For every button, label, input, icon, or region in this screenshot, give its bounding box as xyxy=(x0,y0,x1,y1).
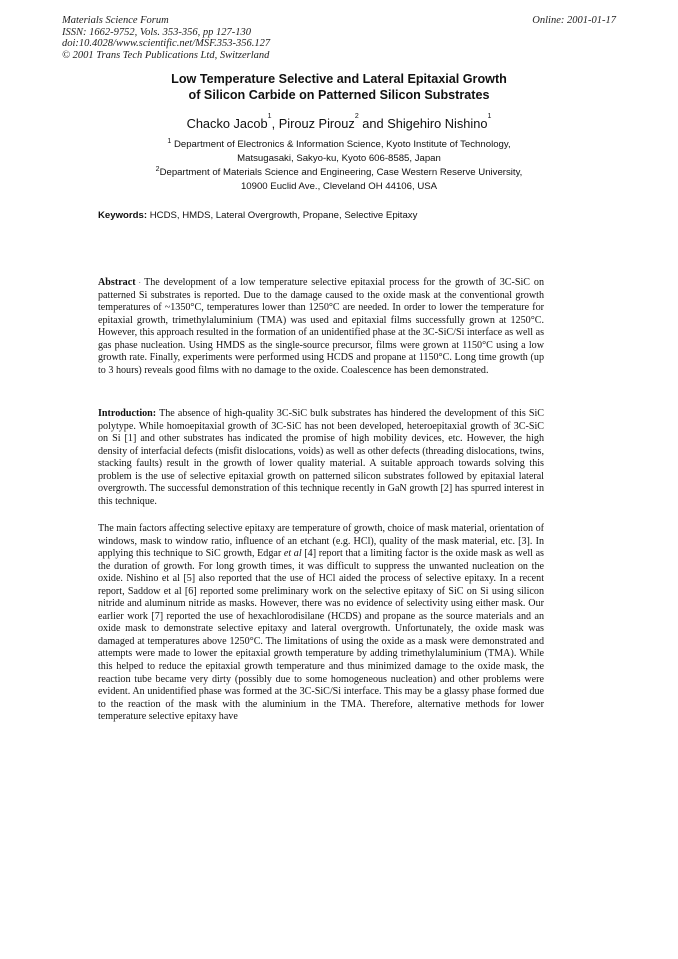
author-affil-mark: 1 xyxy=(267,113,272,120)
author-affil-mark: 2 xyxy=(354,113,359,120)
author-name: Shigehiro Nishino xyxy=(387,116,488,131)
affiliation-line: Department of Materials Science and Engineering, Case Western Reserve University, xyxy=(159,167,523,178)
introduction-label: Introduction: xyxy=(98,408,157,419)
title-line-2: of Silicon Carbide on Patterned Silicon Substrates xyxy=(188,88,490,102)
publication-info xyxy=(62,15,362,61)
author-separator: and xyxy=(358,116,388,131)
paragraph-text: [4] report that a limiting factor is the oxide mask as well as the duration of growth. For long growth times, it was difficult to suppress the unwanted nucleation on the oxide. Nishino et al [5] also reported that the use of HCl aided the process of selective epitaxy. In a recent report, Saddow et al [6] reported some preliminary work on the selective epitaxy of SiC on Si using silicon nitride and aluminum nitride as masks. However, there was no evidence of selectivity using either mask. Our earlier work [7] reported the use of hexachlorodisilane (HCDS) and propane as the source materials and an oxide mask to demonstrate selective epitaxy and lateral overgrowth. Unfortunately, the oxide mask was damaged at temperatures above 1250°C. The limitations of using the oxide as a mask were demonstrated and attempts were made to lower the epitaxial growth temperature by adding trimethylaluminium (TMA). While this helped to reduce the epitaxial growth temperature and thus minimized damage to the oxide mask, the reaction tube became very dirty (possibly due to some homogeneous nucleation) and other problems were evident. An unidentified phase was formed at the 3C-SiC/Si interface. This may be a glassy phase formed due to the reaction of the mask with the aluminium in the TMA. Therefore, alternative methods for lower temperature selective epitaxy have xyxy=(98,548,544,723)
author-name: Chacko Jacob xyxy=(186,116,268,131)
issn-line: ISSN: 1662-9752, Vols. 353-356, pp 127-130 xyxy=(62,26,251,38)
online-date: Online: 2001-01-17 xyxy=(532,15,616,26)
author-name: Pirouz Pirouz xyxy=(278,116,355,131)
paragraph-text: The main factors affecting selective epitaxy are temperature of growth, choice of mask material, orientation of windows, mask to window ratio, influence of an etchant (e.g. HCl), quality of the mask material, etc. [3]. In applying this technique to SiC growth, Edgar xyxy=(98,523,544,560)
affiliation-line: 10900 Euclid Ave., Cleveland OH 44106, USA xyxy=(240,180,438,192)
author-affil-mark: 1 xyxy=(487,113,492,120)
author-separator: , xyxy=(271,116,279,131)
affiliation-mark: 2 xyxy=(155,166,160,173)
body-paragraph xyxy=(98,523,544,724)
affiliation-2 xyxy=(60,166,618,193)
abstract-text: The development of a low temperature selective epitaxial process for the growth of 3C-SiC on patterned Si substrates is reported. Due to the damage caused to the oxide mask at the conventional growth temperatures of ~1350°C, temperatures lower than 1250°C are needed. In order to lower the temperature for epitaxial growth, trimethylaluminium (TMA) was used and epitaxial films successfully grown at 1250°C. However, this approach resulted in the formation of an unidentified phase at the 3C-SiC/Si interface as well as gas phase nucleation. Using HMDS as the single-source precursor, films were grown at 1150°C using a low growth rate. Finally, experiments were performed using HCDS and propane at 1150°C. Long time growth (up to 3 hours) reveals good films with no damage to the oxide. Coalescence has been demonstrated. xyxy=(98,277,544,376)
keywords xyxy=(98,210,578,221)
journal-name: Materials Science Forum xyxy=(62,15,169,26)
introduction-text: The absence of high-quality 3C-SiC bulk substrates has hindered the development of this SiC polytype. While homoepitaxial growth of 3C-SiC has not been developed, heteroepitaxial growth of 3C-SiC on Si [1] and other substrates has indicated the promise of high mobility devices, etc. However, the high density of interfacial defects (misfit dislocations, voids) as well as other defects (threading dislocations, twins, stacking faults) result in the growth of lower quality material. A suitable approach towards solving this problem is the use of selective epitaxial growth on patterned silicon substrates followed by epitaxial lateral overgrowth. The successful demonstration of this technique recently in GaN growth [2] has spurred interest in this technique. xyxy=(98,408,544,507)
paragraph-emphasis: et al xyxy=(283,548,302,560)
affiliation-mark: 1 xyxy=(167,138,172,145)
keywords-text: HCDS, HMDS, Lateral Overgrowth, Propane, Selective Epitaxy xyxy=(149,210,418,221)
introduction-paragraph xyxy=(98,408,544,508)
keywords-label: Keywords: xyxy=(98,210,148,221)
affiliation-1 xyxy=(60,138,618,165)
paper-title xyxy=(60,71,618,103)
abstract-label: Abstract xyxy=(98,277,136,288)
affiliation-line: Matsugasaki, Sakyo-ku, Kyoto 606-8585, Japan xyxy=(237,152,441,164)
copyright-line: © 2001 Trans Tech Publications Ltd, Switzerland xyxy=(62,49,270,61)
author-list xyxy=(60,113,618,131)
title-line-1: Low Temperature Selective and Lateral Epitaxial Growth xyxy=(171,72,507,86)
affiliation-line: Department of Electronics & Information Science, Kyoto Institute of Technology, xyxy=(173,139,511,150)
doi-line[interactable]: doi:10.4028/www.scientific.net/MSF.353-356.127 xyxy=(62,38,271,50)
abstract-paragraph: Abstract · The development of a low temperature selective epitaxial process for the growth of 3C-SiC on patterned Si substrates is reported. Due to the damage caused to the oxide mask at the conventional growth temperatures of ~1350°C, temperatures lower than 1250°C are needed. In order to lower the temperature for epitaxial growth, trimethylaluminium (TMA) was used and epitaxial films successfully grown at 1250°C. However, this approach resulted in the formation of an unidentified phase at the 3C-SiC/Si interface as well as gas phase nucleation. Using HMDS as the single-source precursor, films were grown at 1150°C using a low growth rate. Finally, experiments were performed using HCDS and propane at 1150°C. Long time growth (up to 3 hours) reveals good films with no damage to the oxide. Coalescence has been demonstrated. xyxy=(98,277,544,376)
